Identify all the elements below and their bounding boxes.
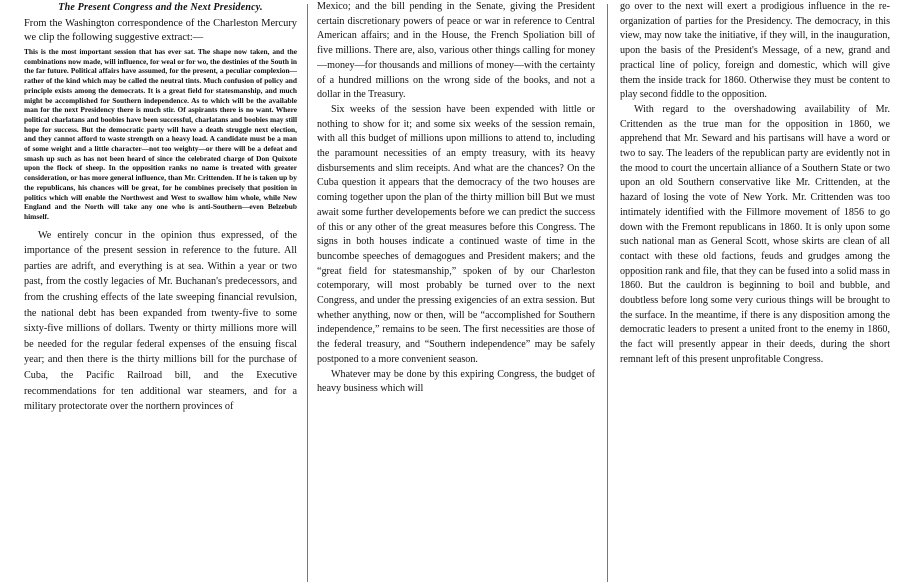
- paragraph: go over to the next will exert a prodigious influence in the re-organization of parties for the Presidency. The democracy, in this view, may now take the initiative, if they will, in the inauguration, upon the basis of the President's Message, of a new, grand and practical line of policy, foreign and domestic, which will give them the inside track for 1860. Otherwise they must be content to play second fiddle to the opposition.: [620, 1, 890, 101]
- column-3: [620, 0, 890, 588]
- column-1: [24, 0, 297, 588]
- column-rule: [307, 4, 308, 582]
- article-headline: The Present Congress and the Next Presidency.: [58, 2, 263, 13]
- column-2: [317, 0, 595, 588]
- paragraph: Mexico; and the bill pending in the Senate, giving the President certain discretionary powers of peace or war in reference to Central American affairs; and in the House, the French Spoliation bill of five millions. There are, also, various other things calling for money—money—for thousands and millions of money—with the certainty of a hundred millions on the wrong side of the books, and not a dollar in the Treasury.: [317, 1, 595, 101]
- paragraph: With regard to the overshadowing availability of Mr. Crittenden as the true man for the opposition in 1860, we apprehend that Mr. Seward and his partisans will have a word or two to say. The leaders of the republican party are evidently not in the mood to court the uncertain alliance of a Southern State or two upon an old Southern conservative like Mr. Crittenden, at the hazard of losing the vote of New York. Mr. Crittenden was too intimately identified with the Fillmore movement of 1856 to go down with the Fremont republicans in 1860. It is only upon some such national man as General Scott, whose skirts are clean of all contact with these old factions, feuds and grudges among the opposition rank and file, that they can be fused into a solid mass in 1860. But the cauldron is beginning to boil and bubble, and doubtless before long some very curious things will be brought to the surface. In the meantime, if there is any disposition among the democratic leaders to present a united front to the enemy in 1860, the fact will presently appear in their deeds, during the short remnant left of this present unprofitable Congress.: [620, 103, 890, 365]
- paragraph: Six weeks of the session have been expended with little or nothing to show for it; and some six weeks of the session remain, with all this budget of millions upon millions to attend to, including the paramount necessities of an empty treasury, with its heavy disbursements and slim receipts. And what are the chances? On the Cuba question it appears that the democracy of the two houses are coming together upon the plan of the thirty million bill But we must await some further developements before we can predict the success of this or any other of the great measures before this Congress. The signs in both houses indicate a continued waste of time in the buncombe speeches of demagogues and President makers; and the “great field for statesmanship,” spoken of by our Charleston cotemporary, will most probably be turned over to the next Congress, and under the pressing exigencies of an extra session. But whether anything, now or then, will be “accomplished for Southern independence,” remains to be seen. The first necessities are those of the federal treasury, and “Southern independence” may be safely postponed to a more convenient season.: [317, 103, 595, 365]
- paragraph: We entirely concur in the opinion thus expressed, of the importance of the present session in reference to the future. All parties are adrift, and everything is at sea. Within a year or two past, from the costly legacies of Mr. Buchanan's predecessors, and from the crushing effects of the late sweeping financial revulsion, the national debt has been expanded from twenty-five to some sixty-five millions of dollars. Twenty or thirty millions more will be needed for the regular federal expenses of the ensuing fiscal year; and then there is the thirty millions bill for the purchase of Cuba, the Pacific Railroad bill, and the Executive recommendations for ten additional war steamers, and for a military protectorate over the northern provinces of: [24, 229, 297, 413]
- quoted-extract: This is the most important session that has ever sat. The shape now taken, and the combinations now made, will influence, for weal or for wo, the destinies of the South in the far future. Political affairs have assumed, for the present, a peculiar complexion—rather of the kind which may be called the neutral tints. Much confusion of policy and principle exists among the democrats. It is a great field for statesmanship, and much might be accomplished for Southern independence. As to which will be the available man for the next Presidency there is much stir. Of aspirants there is no want. Where political charlatans and boobies have been successful, charlatans and boobies may still hope for success. But the democratic party will have a death struggle next election, and they cannot afford to waste strength on a heavy load. A candidate must be a man of some weight and a little character—not too weighty—or there will be a defeat and smash up such as has not been heard of since the celebrated charge of Don Quixote upon the flock of sheep. In the opposition ranks no name is treated with greater consideration, or has more general influence, than Mr. Crittenden. If he is taken up by the republicans, his chances will be great, for he combines precisely that position in politics which will enable the Northwest and West to swallow him whole, while New England and the North will take any one who is anti-Southern—even Belzebub himself.: [24, 47, 297, 221]
- intro-paragraph: From the Washington correspondence of the Charleston Mercury we clip the following suggestive extract:—: [24, 18, 297, 43]
- paragraph: Whatever may be done by this expiring Congress, the budget of heavy business which will: [317, 368, 595, 395]
- column-rule: [607, 4, 608, 582]
